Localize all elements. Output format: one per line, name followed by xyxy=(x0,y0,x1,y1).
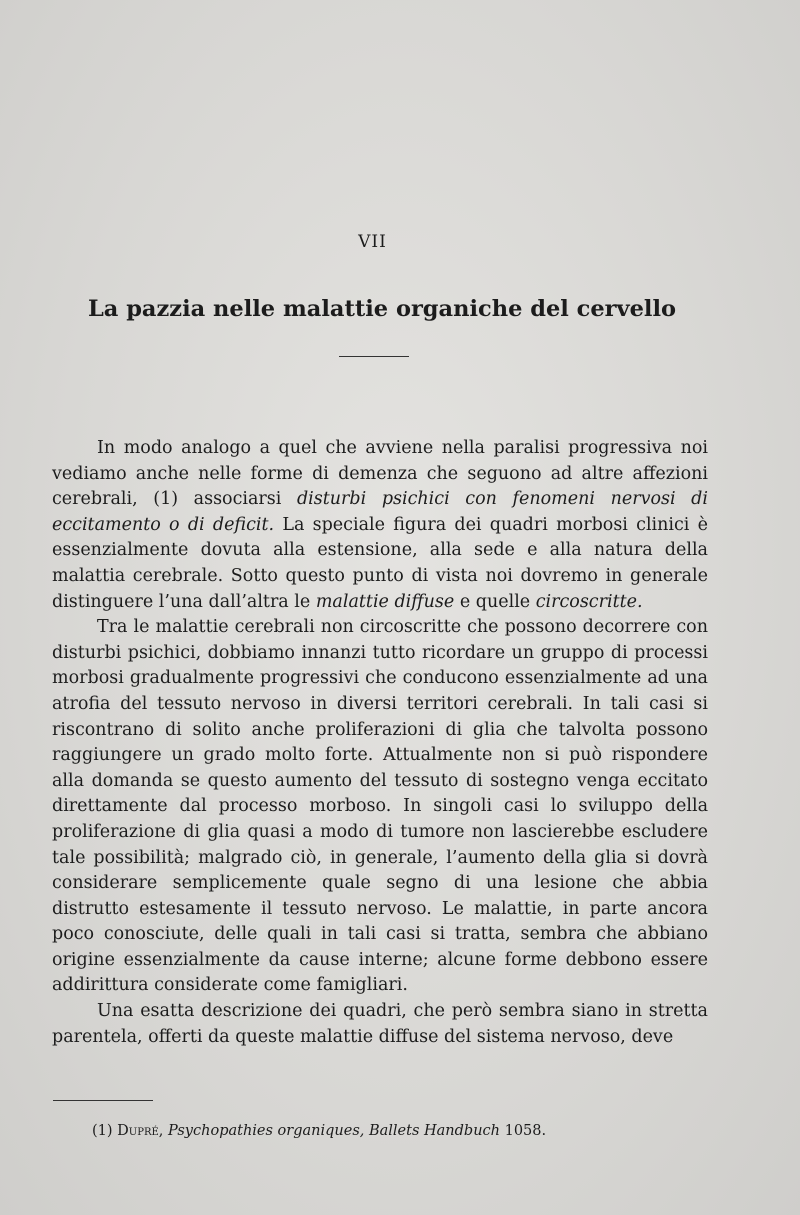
footnote xyxy=(92,1123,712,1139)
paragraph-2: Tra le malattie cerebrali non circoscritte che possono decorrere con disturbi psichici, dobbiamo innanzi tutto ricordare un gruppo di processi morbosi gradualmente progressivi che conducono essenzialmente ad una atrofia del tessuto nervoso in diversi territori cerebrali. In tali casi si riscontrano di solito anche proliferazioni di glia che talvolta possono raggiungere un grado molto forte. Attualmente non si può rispondere alla domanda se questo aumento del tessuto di sostegno venga eccitato direttamente dal processo morboso. In singoli casi lo sviluppo della proliferazione di glia quasi a modo di tumore non lascierebbe escludere tale possibilità; malgrado ciò, in generale, l’aumento della glia si dovrà considerare semplicemente quale segno di una lesione che abbia distrutto estesamente il tessuto nervoso. Le malattie, in parte ancora poco conosciute, delle quali in tali casi si tratta, sembra che abbiano origine essenzialmente da cause interne; alcune forme debbono essere addirittura considerate come famigliari. xyxy=(52,617,708,996)
title-divider xyxy=(339,356,409,357)
p1-text-e: e quelle xyxy=(454,591,536,612)
paragraph-3: Una esatta descrizione dei quadri, che però sembra siano in stretta parentela, offerti da queste malattie diffuse del sistema nervoso, deve xyxy=(52,1001,708,1047)
p1-text-a: In modo analogo a quel che avviene nella paralisi progressiva noi vediamo anche nelle forme di demenza che seguono ad altre affezioni cerebrali, (1) associarsi xyxy=(52,438,708,510)
p1-italic-d: malattie diffuse xyxy=(315,591,455,612)
footnote-work: Psychopathies organiques, Ballets Handbuch xyxy=(168,1123,500,1139)
p1-italic-b: disturbi psichici con fenomeni nervosi di eccitamento o di deficit. xyxy=(52,489,708,535)
chapter-body xyxy=(52,436,708,1050)
p1-italic-f: circoscritte. xyxy=(535,591,643,612)
paragraph-1 xyxy=(52,436,708,615)
footnote-author: Dupré xyxy=(117,1123,159,1139)
footnote-page: 1058. xyxy=(500,1123,547,1139)
chapter-title: La pazzia nelle malattie organiche del cervello xyxy=(87,296,677,322)
p1-text-c: La speciale figura dei quadri morbosi clinici è essenzialmente dovuta alla estensione, alla sede e alla natura della malattia cerebrale. Sotto questo punto di vista noi dovremo in generale distinguere l’una dall’altra le xyxy=(52,514,708,612)
chapter-number: VII xyxy=(358,232,387,252)
footnote-marker: (1) xyxy=(92,1123,113,1139)
footnote-sep: , xyxy=(158,1123,168,1139)
footnote-divider xyxy=(53,1100,153,1101)
